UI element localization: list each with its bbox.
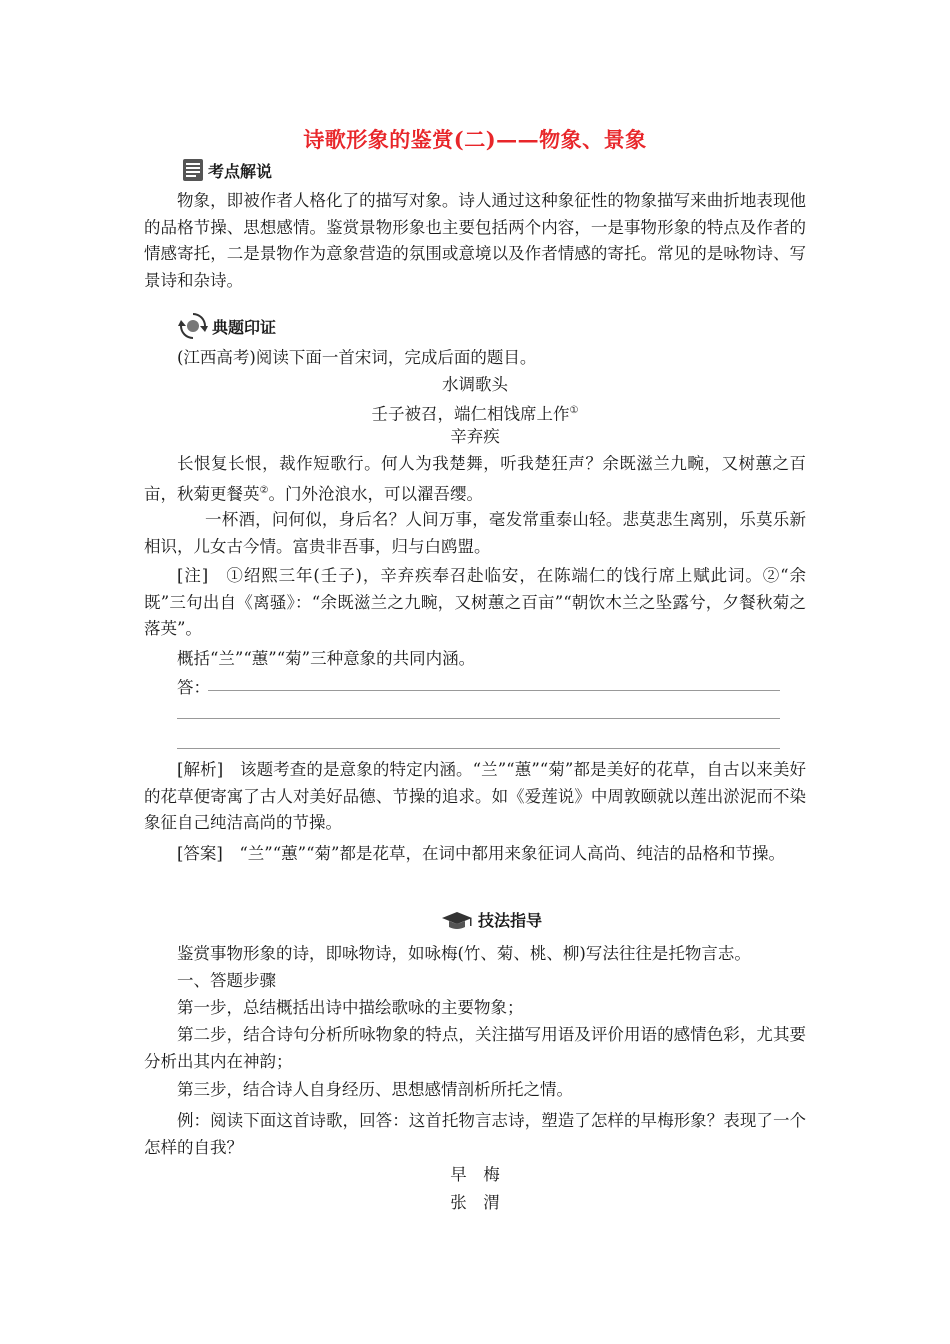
poem2-author: 张 渭 (450, 1193, 500, 1212)
section-header-kaodian (182, 158, 272, 182)
footnote-marker: ① (569, 405, 579, 416)
poem-title: 水调歌头 (442, 375, 508, 394)
analysis-paragraph: [解析] 该题考查的是意象的特定内涵。“兰”“蕙”“菊”都是美好的花草，自古以来美好的花草便寄寓了古人对美好品德、节操的追求。如《爱莲说》中周敦颐就以莲出淤泥而不染象征自己纯洁高尚的节操。 (144, 760, 806, 832)
footnote: [注] ①绍熙三年(壬子)，辛弃疾奉召赴临安，在陈端仁的饯行席上赋此词。②“余既”三句出自《离骚》：“余既滋兰之九畹，又树蕙之百亩”“朝饮木兰之坠露兮，夕餐秋菊之落英”。 (144, 566, 806, 638)
question-text: 概括“兰”“蕙”“菊”三种意象的共同内涵。 (177, 649, 476, 668)
graduation-cap-icon (440, 909, 474, 931)
footnote-marker: ② (259, 484, 269, 496)
example-question: 例：阅读下面这首诗歌，回答：这首托物言志诗，塑造了怎样的早梅形象？表现了一个怎样的自我？ (144, 1111, 806, 1157)
steps-heading: 一、答题步骤 (177, 971, 276, 990)
answer-paragraph: [答案] “兰”“蕙”“菊”都是花草，在词中都用来象征词人高尚、纯洁的品格和节操。 (177, 844, 785, 863)
poem-subtitle: 壬子被召，端仁相饯席上作① (371, 404, 579, 424)
answer-line[interactable] (177, 748, 780, 749)
section-header-dianti (178, 311, 276, 341)
answer-line[interactable] (177, 718, 780, 719)
document-icon (182, 158, 204, 182)
step-1: 第一步，总结概括出诗中描绘歌咏的主要物象； (177, 998, 524, 1017)
section-title: 典题印证 (212, 317, 277, 337)
poem-stanza-2: 一杯酒，问何似，身后名？人间万事，毫发常重泰山轻。悲莫悲生离别，乐莫乐新相识，儿女古今情。富贵非吾事，归与白鸥盟。 (144, 510, 806, 556)
section-title: 技法指导 (478, 911, 543, 930)
step-3: 第三步，结合诗人自身经历、思想感情剖析所托之情。 (177, 1080, 573, 1099)
method-intro: 鉴赏事物形象的诗，即咏物诗，如咏梅(竹、菊、桃、柳)写法往往是托物言志。 (177, 944, 751, 963)
question-intro: (江西高考)阅读下面一首宋词，完成后面的题目。 (177, 348, 537, 367)
section-title: 考点解说 (208, 161, 273, 181)
poem-stanza-1: 长恨复长恨，裁作短歌行。何人为我楚舞，听我楚狂声？余既滋兰九畹，又树蕙之百亩，秋菊更餐英②。门外沧浪水，可以濯吾缨。 (144, 454, 806, 503)
section-header-jifa (440, 908, 542, 931)
answer-line[interactable] (208, 690, 780, 691)
refresh-arrows-icon (178, 311, 208, 341)
page-title: 诗歌形象的鉴赏(二)——物象、景象 (303, 127, 647, 152)
poem2-title: 早 梅 (450, 1165, 500, 1184)
answer-label: 答： (177, 678, 210, 697)
step-2: 第二步，结合诗句分析所咏物象的特点，关注描写用语及评价用语的感情色彩，尤其要分析出其内在神韵； (144, 1025, 806, 1071)
kaodian-paragraph: 物象，即被作者人格化了的描写对象。诗人通过这种象征性的物象描写来曲折地表现他的品格节操、思想感情。鉴赏景物形象也主要包括两个内容，一是事物形象的特点及作者的情感寄托，二是景物作为意象营造的氛围或意境以及作者情感的寄托。常见的是咏物诗、写景诗和杂诗。 (144, 191, 806, 290)
poem-author: 辛弃疾 (450, 427, 500, 446)
